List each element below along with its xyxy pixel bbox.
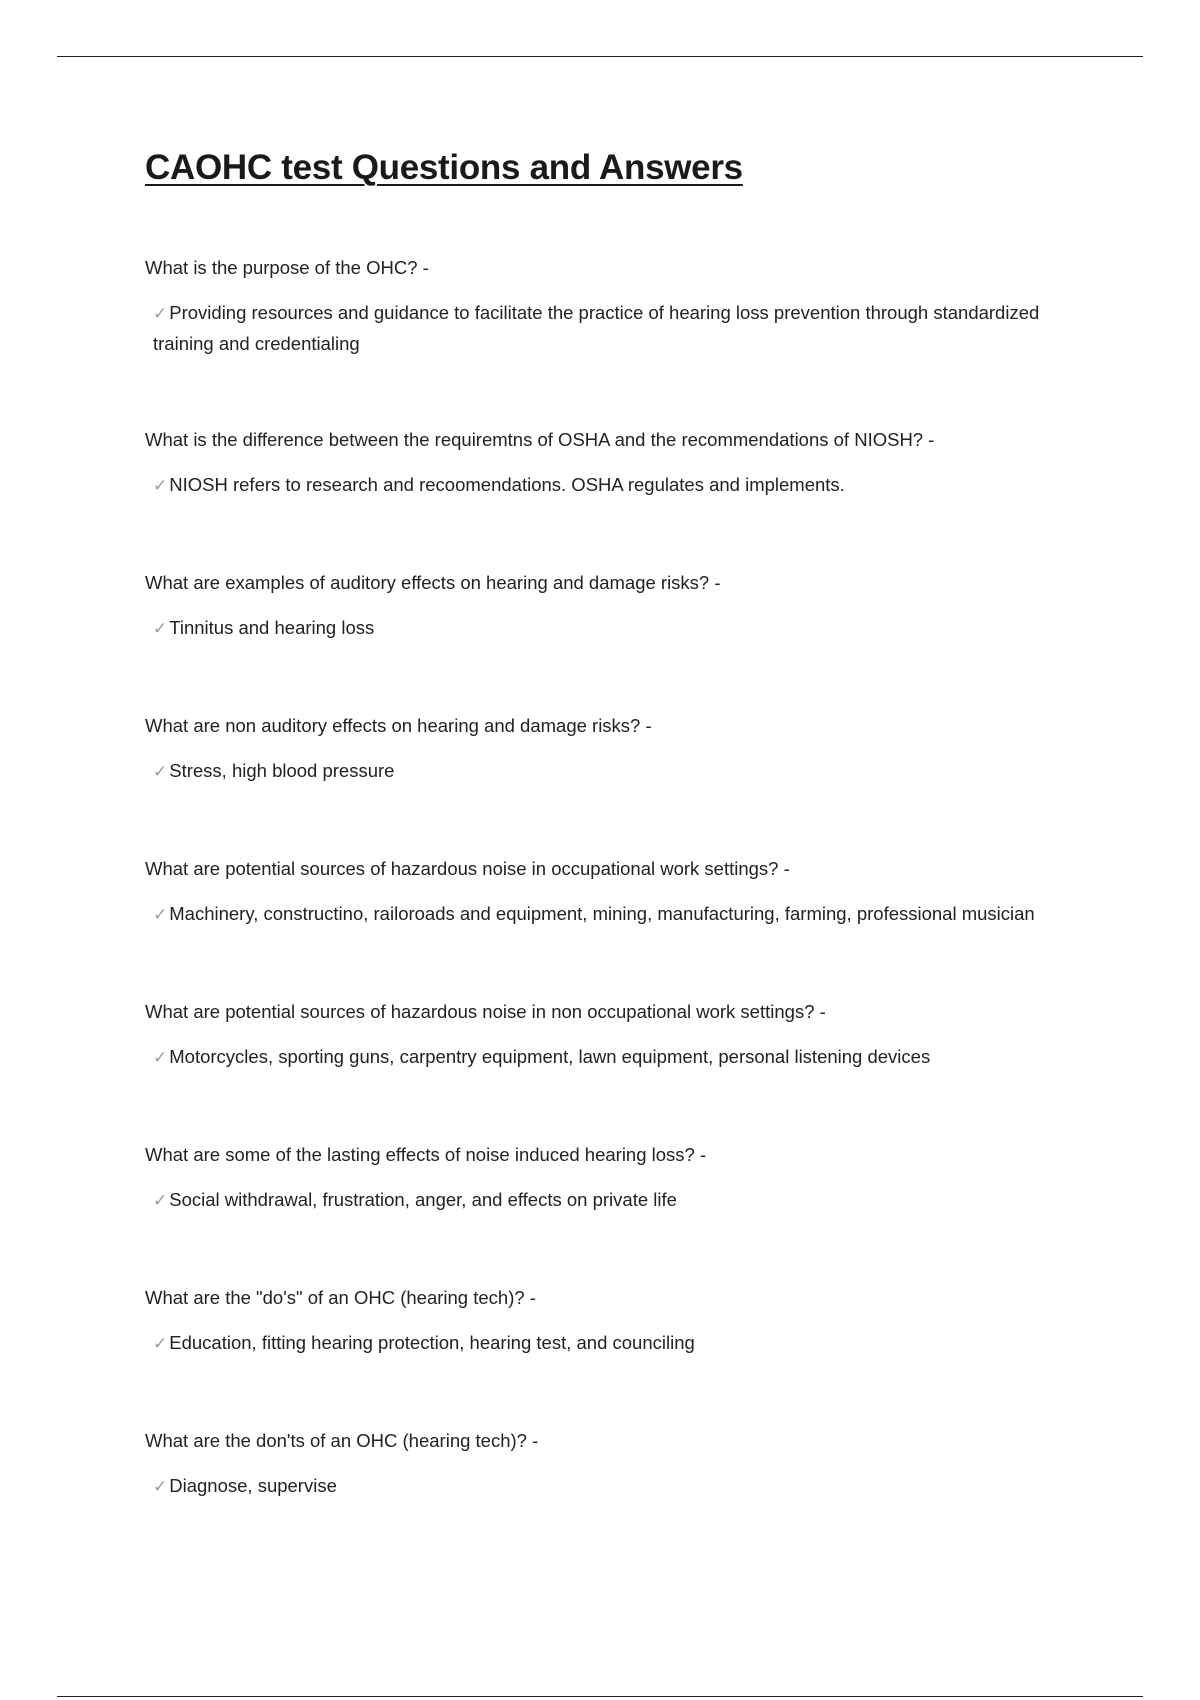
answer-text: Diagnose, supervise <box>169 1475 337 1496</box>
qa-item <box>145 426 1065 501</box>
check-icon: ✓ <box>153 619 168 639</box>
qa-item <box>145 998 1065 1073</box>
qa-item <box>145 712 1065 787</box>
qa-item <box>145 1141 1065 1216</box>
answer <box>145 1471 1065 1502</box>
answer <box>145 613 1065 644</box>
check-icon: ✓ <box>153 1048 168 1068</box>
check-icon: ✓ <box>153 304 168 324</box>
qa-item <box>145 1284 1065 1359</box>
question-text: What are non auditory effects on hearing and damage risks? - <box>145 715 652 736</box>
qa-list <box>145 254 1065 1502</box>
question-text: What are potential sources of hazardous noise in non occupational work settings? - <box>145 1001 826 1022</box>
question-text: What is the difference between the requiremtns of OSHA and the recommendations of NIOSH? - <box>145 429 935 450</box>
check-icon: ✓ <box>153 1334 168 1354</box>
answer-text: Motorcycles, sporting guns, carpentry equipment, lawn equipment, personal listening devices <box>169 1046 931 1067</box>
answer-text: Education, fitting hearing protection, hearing test, and counciling <box>169 1332 695 1353</box>
question-text: What are potential sources of hazardous noise in occupational work settings? - <box>145 858 790 879</box>
check-icon: ✓ <box>153 762 168 782</box>
question-text: What are the don'ts of an OHC (hearing tech)? - <box>145 1430 539 1451</box>
document-body <box>145 148 1065 1502</box>
answer <box>145 1042 1065 1073</box>
answer-text: Providing resources and guidance to facilitate the practice of hearing loss prevention through standardized training and credentialing <box>153 302 1040 354</box>
answer <box>145 899 1065 930</box>
qa-item <box>145 855 1065 930</box>
question-text: What is the purpose of the OHC? - <box>145 257 429 278</box>
document-title: CAOHC test Questions and Answers <box>145 148 743 187</box>
check-icon: ✓ <box>153 1477 168 1497</box>
check-icon: ✓ <box>153 476 168 496</box>
question-text: What are some of the lasting effects of noise induced hearing loss? - <box>145 1144 707 1165</box>
qa-item <box>145 254 1065 358</box>
answer <box>145 1185 1065 1216</box>
answer-text: Tinnitus and hearing loss <box>169 617 375 638</box>
answer-text: Social withdrawal, frustration, anger, and effects on private life <box>169 1189 677 1210</box>
answer <box>145 1328 1065 1359</box>
question-text: What are the "do's" of an OHC (hearing tech)? - <box>145 1287 536 1308</box>
top-rule <box>57 56 1143 57</box>
bottom-rule <box>57 1696 1143 1697</box>
answer <box>145 298 1065 358</box>
qa-item <box>145 1427 1065 1502</box>
qa-item <box>145 569 1065 644</box>
answer-text: Stress, high blood pressure <box>169 760 395 781</box>
answer-text: NIOSH refers to research and recoomendations. OSHA regulates and implements. <box>169 474 845 495</box>
question-text: What are examples of auditory effects on hearing and damage risks? - <box>145 572 721 593</box>
answer <box>145 756 1065 787</box>
check-icon: ✓ <box>153 905 168 925</box>
check-icon: ✓ <box>153 1191 168 1211</box>
answer <box>145 470 1065 501</box>
answer-text: Machinery, constructino, railoroads and equipment, mining, manufacturing, farming, professional musician <box>169 903 1035 924</box>
